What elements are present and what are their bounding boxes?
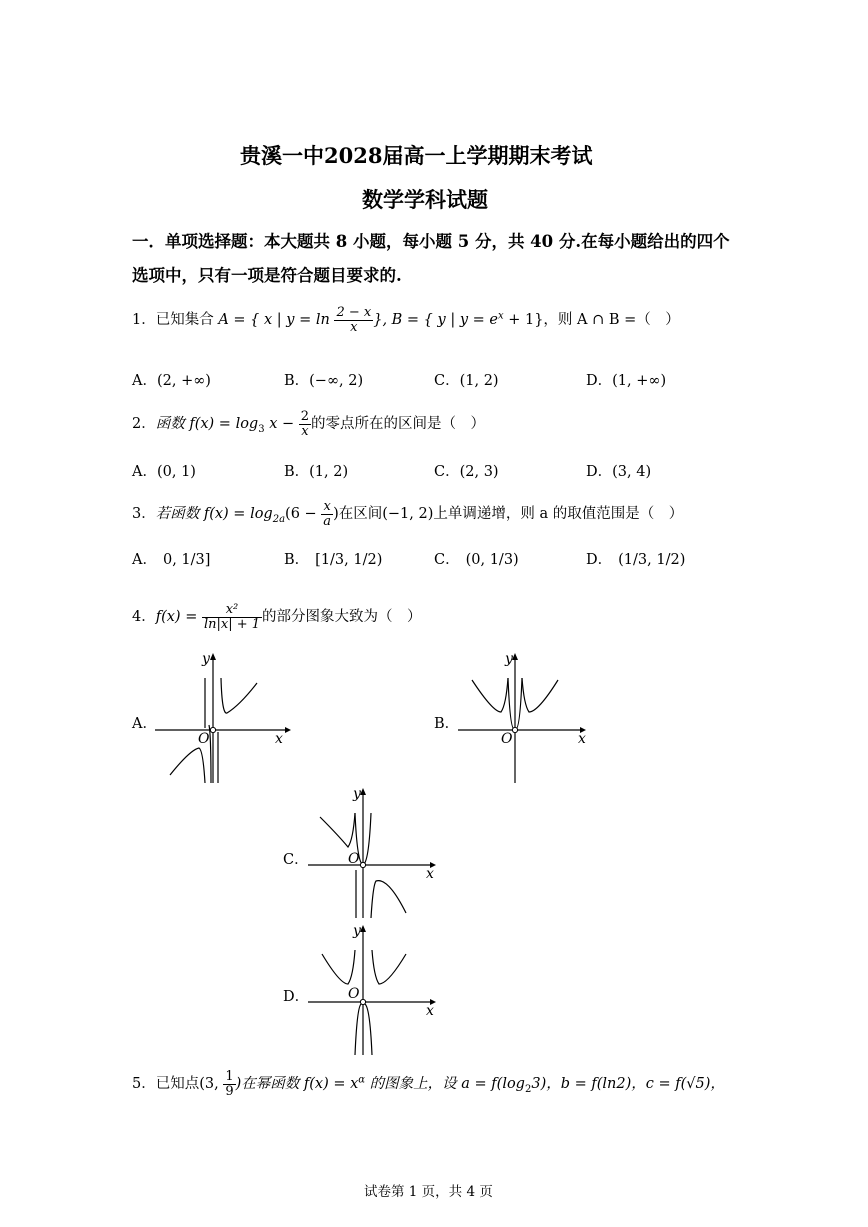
q1-set-b: }, B = { y | y = e <box>373 312 498 329</box>
q3-option-c[interactable]: C． (0, 1/3) <box>434 552 519 568</box>
q2-option-c[interactable]: C．(2, 3) <box>434 464 499 480</box>
q3-option-b[interactable]: B． [1/3, 1/2) <box>284 552 383 568</box>
svg-text:x: x <box>426 866 434 882</box>
svg-text:O: O <box>348 851 360 867</box>
svg-text:y: y <box>202 651 210 667</box>
graph-d[interactable] <box>308 922 448 1057</box>
q3-option-a[interactable]: A． 0, 1/3] <box>132 552 211 568</box>
graph-b[interactable] <box>458 650 598 785</box>
graph-c[interactable] <box>308 785 448 920</box>
question-5: 5．已知点(3, $\frac{1}{9}$ )在幂函数 $f(x) = x^\alpha$ 的图象上，设 $a = f(\log_23)$，b = f(ln2)，c = f(√5)， <box>132 1069 725 1099</box>
q1-set-a: A = { x | y = ln <box>218 312 330 329</box>
graph-a[interactable] <box>155 650 295 785</box>
svg-text:O: O <box>501 731 513 747</box>
q1-tail: + 1}，则 A ∩ B =（ ） <box>503 312 680 329</box>
q1-fraction: $\frac{2 - x}{x}$ <box>336 305 372 335</box>
svg-text:x: x <box>578 731 586 747</box>
graph-label-c[interactable]: C． <box>283 852 309 868</box>
q1-option-c[interactable]: C．(1, 2) <box>434 373 499 389</box>
section-heading-line2: 选项中，只有一项是符合题目要求的. <box>132 266 402 285</box>
svg-text:O: O <box>198 731 210 747</box>
q1-option-a[interactable]: A．(2, +∞) <box>132 373 211 389</box>
svg-text:O: O <box>348 986 360 1002</box>
q2-fraction: $\frac{2}{x}$ <box>300 409 310 439</box>
svg-text:x: x <box>426 1003 434 1019</box>
q3-option-d[interactable]: D． (1/3, 1/2) <box>586 552 686 568</box>
q2-option-d[interactable]: D．(3, 4) <box>586 464 652 480</box>
graph-label-d[interactable]: D． <box>283 989 310 1005</box>
exam-subtitle: 数学学科试题 <box>362 187 488 212</box>
section-heading-line1: 一．单项选择题：本大题共 8 小题，每小题 5 分，共 40 分.在每小题给出的四个 <box>132 232 730 251</box>
q1-option-d[interactable]: D．(1, +∞) <box>586 373 667 389</box>
q1-option-b[interactable]: B．(−∞, 2) <box>284 373 364 389</box>
q2-option-b[interactable]: B．(1, 2) <box>284 464 349 480</box>
q1-text: 已知集合 <box>155 312 214 329</box>
svg-text:y: y <box>353 786 361 802</box>
question-4: 4．f(x) = $\frac{\text{x²}}{\ln|x| + 1}$ 的部分图象大致为（ ） <box>132 602 422 632</box>
question-3: 3．若函数 $f(x) = \log_{2a}(6$ − $\frac{x}{a}$ )在区间(−1, 2)上单调递增，则 a 的取值范围是（ ） <box>132 499 684 529</box>
graph-label-a[interactable]: A． <box>132 716 157 732</box>
exam-title: 贵溪一中2028届高一上学期期末考试 <box>240 143 593 168</box>
q4-fraction: $\frac{\text{x²}}{\ln|x| + 1}$ <box>203 602 261 632</box>
graph-label-b[interactable]: B． <box>434 716 460 732</box>
q2-option-a[interactable]: A．(0, 1) <box>132 464 196 480</box>
page-footer: 试卷第 1 页，共 4 页 <box>364 1184 493 1200</box>
svg-text:y: y <box>505 651 513 667</box>
question-1: 1．已知集合 A = { x | y = ln $\frac{2 - x}{x}$ }, B = { y | $y = e^x + 1$}，则 A ∩ B =（ ） <box>132 305 680 335</box>
q5-fraction: $\frac{1}{9}$ <box>225 1069 234 1099</box>
svg-text:y: y <box>353 923 361 939</box>
question-2: 2．函数 $f(x) = \log_3 x$ − $\frac{2}{x}$ 的零点所在的区间是（ ） <box>132 409 486 439</box>
svg-text:x: x <box>275 731 283 747</box>
q3-fraction: $\frac{x}{a}$ <box>323 499 332 529</box>
question-number: 1． <box>132 312 156 329</box>
